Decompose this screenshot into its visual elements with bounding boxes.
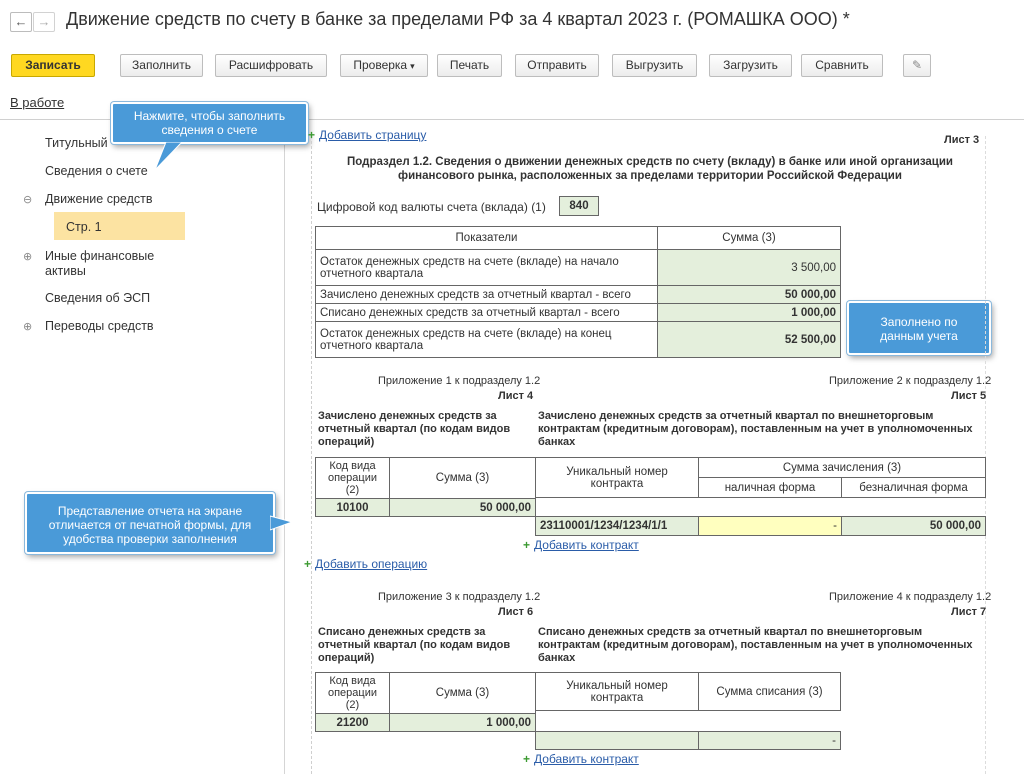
label-line: отчетного квартала — [320, 267, 424, 280]
col-contract: Уникальный номер контракта — [536, 673, 699, 711]
credited-ops-table — [315, 457, 536, 517]
add-contract-link[interactable] — [523, 538, 639, 552]
title-bar — [0, 0, 1024, 40]
label-line: Остаток денежных средств на счете (вкладе) на начало — [320, 255, 619, 268]
sheet-3-label: Лист 3 — [944, 134, 980, 146]
op-sum-cell[interactable]: 50 000,00 — [390, 499, 536, 517]
contract-number-cell[interactable]: 23110001/1234/1234/1/1 — [536, 517, 699, 536]
col-line: Код вида — [329, 675, 376, 687]
print-button[interactable]: Печать — [437, 54, 502, 77]
export-button[interactable]: Выгрузить — [612, 54, 697, 77]
heading-line: банках — [538, 652, 576, 664]
callout-text: данным учета — [880, 329, 958, 343]
callout-text: Представление отчета на экране — [57, 504, 243, 518]
heading-line: контрактам (кредитным договорам), поставленным на учет в уполномоченных — [538, 423, 973, 435]
plus-icon: + — [523, 538, 531, 552]
decode-label: Расшифровать — [228, 58, 314, 72]
attach-icon[interactable]: ✎ — [903, 54, 931, 77]
callout-filled-by — [847, 301, 991, 355]
closing-balance-value[interactable]: 52 500,00 — [658, 322, 841, 358]
col-sum: Сумма (3) — [390, 673, 536, 714]
col-line: операции (2) — [327, 472, 378, 496]
plus-icon: + — [304, 557, 312, 571]
row-label: Зачислено денежных средств за отчетный квартал - всего — [316, 286, 658, 304]
toolbar — [0, 54, 1024, 80]
heading-line: операций) — [318, 652, 375, 664]
add-operation-link[interactable] — [304, 557, 427, 571]
sidebar — [0, 124, 285, 774]
sidebar-item-funds-movement[interactable]: Движение средств — [45, 192, 153, 206]
heading-line: отчетный квартал (по кодам видов — [318, 639, 511, 651]
row-label: Списано денежных средств за отчетный квартал - всего — [316, 304, 658, 322]
credited-contract-row — [535, 516, 986, 536]
heading-line: финансового рынка, расположенных за пределами территории Российской Федерации — [398, 170, 902, 182]
sheet-5-label: Лист 5 — [951, 390, 987, 402]
sidebar-item-other-assets-2[interactable]: активы — [45, 264, 86, 278]
check-button[interactable] — [340, 54, 428, 77]
appendix-1-label: Приложение 1 к подразделу 1.2 — [378, 375, 541, 387]
heading-line: контрактам (кредитным договорам), поставленным на учет в уполномоченных — [538, 639, 973, 651]
appendix-1-heading — [318, 410, 510, 449]
fill-button[interactable]: Заполнить — [120, 54, 203, 77]
heading-line: отчетный квартал (по кодам видов — [318, 423, 511, 435]
callout-text: Заполнено по — [880, 315, 958, 329]
row-label — [316, 322, 658, 358]
col-debit-sum: Сумма списания (3) — [699, 673, 841, 711]
callout-pointer — [150, 142, 190, 172]
op-sum-cell[interactable]: 1 000,00 — [390, 714, 536, 732]
currency-label: Цифровой код валюты счета (вклада) (1) — [317, 200, 546, 214]
op-code-cell[interactable]: 21200 — [316, 714, 390, 732]
expand-icon[interactable]: ⊕ — [23, 251, 33, 263]
opening-balance-value[interactable]: 3 500,00 — [658, 250, 841, 286]
add-page-link[interactable] — [308, 128, 426, 142]
chevron-down-icon: ▾ — [410, 61, 415, 71]
col-cash: наличная форма — [699, 478, 842, 498]
label-line: Остаток денежных средств на счете (вкладе) на конец — [320, 327, 612, 340]
window-title: Движение средств по счету в банке за пределами РФ за 4 квартал 2023 г. (РОМАШКА ООО) * — [66, 9, 850, 29]
callout-fill-info — [111, 102, 308, 144]
import-button[interactable]: Загрузить — [709, 54, 792, 77]
callout-screen-view — [25, 492, 275, 554]
callout-text: Нажмите, чтобы заполнить — [133, 109, 286, 123]
plus-icon: + — [308, 128, 316, 142]
forward-arrow-icon[interactable]: → — [33, 12, 55, 32]
debited-ops-table — [315, 672, 536, 732]
subsection-heading — [310, 155, 990, 183]
op-code-cell[interactable]: 10100 — [316, 499, 390, 517]
sheet-7-label: Лист 7 — [951, 606, 987, 618]
status-link[interactable]: В работе — [10, 95, 65, 110]
cash-cell[interactable]: - — [699, 517, 842, 536]
col-line: Код вида — [329, 460, 376, 472]
appendix-2-label: Приложение 2 к подразделу 1.2 — [829, 375, 992, 387]
appendix-4-label: Приложение 4 к подразделу 1.2 — [829, 591, 992, 603]
add-contract-label: Добавить контракт — [534, 752, 639, 766]
back-arrow-icon[interactable]: ← — [10, 12, 32, 32]
appendix-3-label: Приложение 3 к подразделу 1.2 — [378, 591, 541, 603]
plus-icon: + — [523, 752, 531, 766]
col-credit-sum: Сумма зачисления (3) — [699, 458, 986, 478]
col-indicators: Показатели — [316, 227, 658, 250]
collapse-icon[interactable]: ⊖ — [23, 194, 33, 206]
callout-text: удобства проверки заполнения — [63, 532, 237, 546]
appendix-4-heading — [538, 626, 972, 665]
callout-pointer — [270, 512, 294, 536]
sidebar-item-account-info[interactable]: Сведения о счете — [45, 164, 148, 178]
col-sum: Сумма (3) — [390, 458, 536, 499]
col-line: операции (2) — [327, 687, 378, 711]
decode-button[interactable] — [215, 54, 327, 77]
expand-icon[interactable]: ⊕ — [23, 321, 33, 333]
add-contract-link[interactable] — [523, 752, 639, 766]
label-line: отчетного квартала — [320, 339, 424, 352]
add-page-label: Добавить страницу — [319, 128, 427, 142]
credited-contracts-table — [535, 457, 986, 498]
heading-line: Подраздел 1.2. Сведения о движении денежных средств по счету (вкладу) в банке или иной организации — [347, 156, 953, 168]
row-label — [316, 250, 658, 286]
content-guide — [311, 136, 312, 774]
heading-line: Списано денежных средств за — [318, 626, 486, 638]
col-op-code — [316, 458, 390, 499]
callout-text: отличается от печатной формы, для — [48, 518, 252, 532]
sidebar-item-esp-info[interactable]: Сведения об ЭСП — [45, 291, 151, 305]
noncash-cell[interactable]: 50 000,00 — [842, 517, 986, 536]
send-button[interactable]: Отправить — [515, 54, 599, 77]
heading-line: операций) — [318, 436, 375, 448]
contract-number-cell[interactable] — [536, 732, 699, 750]
sidebar-item-other-assets[interactable]: Иные финансовые — [45, 249, 155, 263]
col-sum: Сумма (3) — [658, 227, 841, 250]
sidebar-item-title-page[interactable]: Титульный — [45, 136, 108, 150]
sidebar-item-transfers[interactable]: Переводы средств — [45, 319, 154, 333]
heading-line: Зачислено денежных средств за отчетный квартал по внешнеторговым — [538, 410, 934, 422]
heading-line: Зачислено денежных средств за — [318, 410, 497, 422]
add-contract-label: Добавить контракт — [534, 538, 639, 552]
debit-cell[interactable]: - — [699, 732, 841, 750]
debited-contracts-table — [535, 672, 841, 711]
heading-line: банках — [538, 436, 576, 448]
currency-code-field[interactable]: 840 — [559, 196, 599, 216]
col-noncash: безналичная форма — [842, 478, 986, 498]
funds-table — [315, 226, 841, 358]
sheet-4-label: Лист 4 — [498, 390, 534, 402]
credited-value[interactable]: 50 000,00 — [658, 286, 841, 304]
col-contract: Уникальный номер контракта — [536, 458, 699, 498]
add-operation-label: Добавить операцию — [315, 557, 428, 571]
col-op-code — [316, 673, 390, 714]
callout-text: сведения о счете — [161, 123, 258, 137]
appendix-3-heading — [318, 626, 510, 665]
compare-button[interactable]: Сравнить — [801, 54, 883, 77]
heading-line: Списано денежных средств за отчетный квартал по внешнеторговым — [538, 626, 923, 638]
debited-value[interactable]: 1 000,00 — [658, 304, 841, 322]
sheet-6-label: Лист 6 — [498, 606, 534, 618]
debited-contract-row — [535, 731, 841, 750]
sidebar-item-page-1[interactable]: Стр. 1 — [66, 220, 102, 234]
check-label: Проверка — [353, 58, 408, 72]
content-guide — [985, 136, 986, 774]
appendix-2-heading — [538, 410, 972, 449]
save-button[interactable]: Записать — [11, 54, 95, 77]
